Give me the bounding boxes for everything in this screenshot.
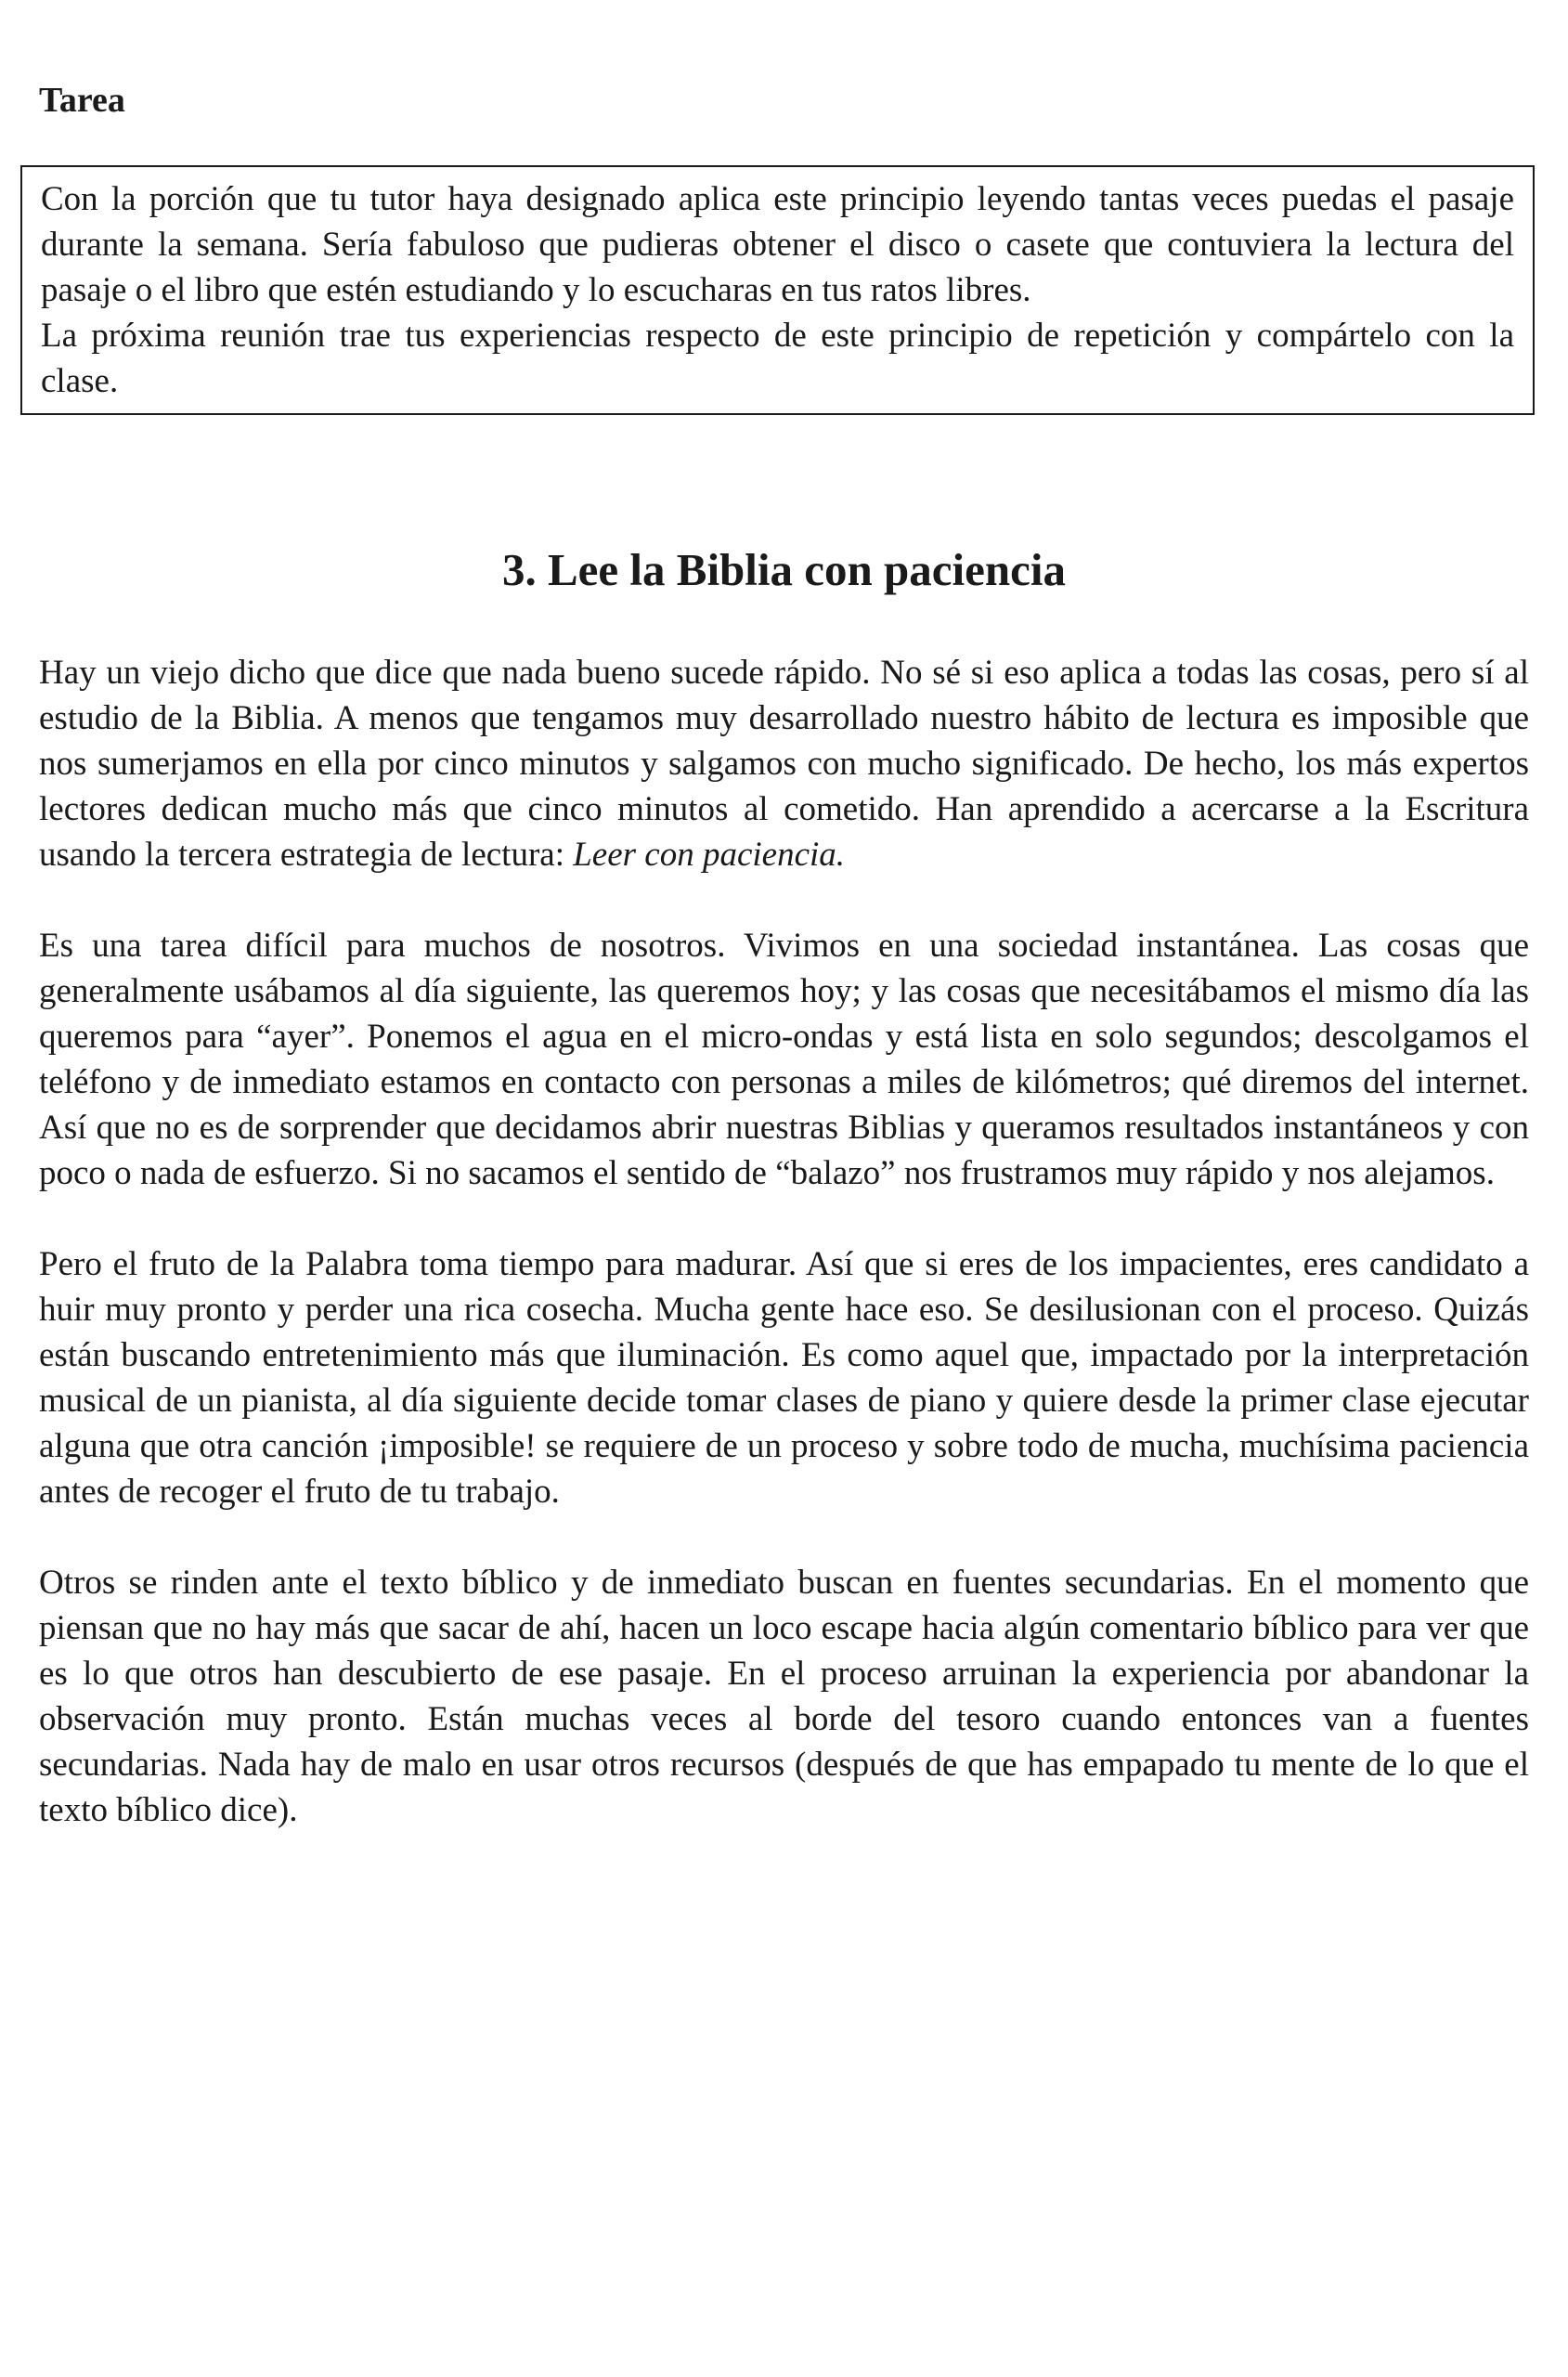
tarea-paragraph: Con la porción que tu tutor haya designado aplica este principio leyendo tantas veces puedas el pasaje durante la semana. Sería fabuloso que pudieras obtener el disco o casete que contuviera la lectura del pasaje o el libro que estén estudiando y lo escucharas en tus ratos libres. — [41, 180, 1514, 309]
body-paragraph: Es una tarea difícil para muchos de nosotros. Vivimos en una sociedad instantánea. Las cosas que generalmente usábamos al día siguiente, las queremos hoy; y las cosas que necesitábamos el mismo día las queremos para “ayer”. Ponemos el agua en el micro-ondas y está lista en solo segundos; descolgamos el teléfono y de inmediato estamos en contacto con personas a miles de kilómetros; qué diremos del internet. Así que no es de sorprender que decidamos abrir nuestras Biblias y queramos resultados instantáneos y con poco o nada de esfuerzo. Si no sacamos el sentido de “balazo” nos frustramos muy rápido y nos alejamos. — [39, 927, 1529, 1192]
body-paragraph: Otros se rinden ante el texto bíblico y de inmediato buscan en fuentes secundarias. En el momento que piensan que no hay más que sacar de ahí, hacen un loco escape hacia algún comentario bíblico para ver que es lo que otros han descubierto de ese pasaje. En el proceso arruinan la experiencia por abandonar la observación muy pronto. Están muchas veces al borde del tesoro cuando entonces van a fuentes secundarias. Nada hay de malo en usar otros recursos (después de que has empapado tu mente de lo que el texto bíblico dice). — [39, 1564, 1529, 1829]
body-paragraph: Pero el fruto de la Palabra toma tiempo para madurar. Así que si eres de los impacientes, eres candidato a huir muy pronto y perder una rica cosecha. Mucha gente hace eso. Se desilusionan con el proceso. Quizás están buscando entretenimiento más que iluminación. Es como aquel que, impactado por la interpretación musical de un pianista, al día siguiente decide tomar clases de piano y quiere desde la primer clase ejecutar alguna que otra canción ¡imposible! se requiere de un proceso y sobre todo de mucha, muchísima paciencia antes de recoger el fruto de tu trabajo. — [39, 1245, 1529, 1511]
section-body — [39, 650, 1529, 1878]
tarea-paragraph: La próxima reunión trae tus experiencias respecto de este principio de repetición y compártelo con la clase. — [41, 317, 1514, 400]
body-paragraph-text: Hay un viejo dicho que dice que nada bueno sucede rápido. No sé si eso aplica a todas las cosas, pero sí al estudio de la Biblia. A menos que tengamos muy desarrollado nuestro hábito de lectura es imposible que nos sumerjamos en ella por cinco minutos y salgamos con mucho significado. De hecho, los más expertos lectores dedican mucho más que cinco minutos al cometido. Han aprendido a acercarse a la Escritura usando la tercera estrategia de lectura: — [39, 654, 1529, 874]
section-title: 3. Lee la Biblia con paciencia — [501, 544, 1067, 595]
tarea-box — [20, 165, 1535, 415]
body-paragraph — [39, 650, 1529, 877]
italic-phrase: Leer con paciencia. — [573, 836, 846, 874]
tarea-heading: Tarea — [39, 81, 125, 120]
